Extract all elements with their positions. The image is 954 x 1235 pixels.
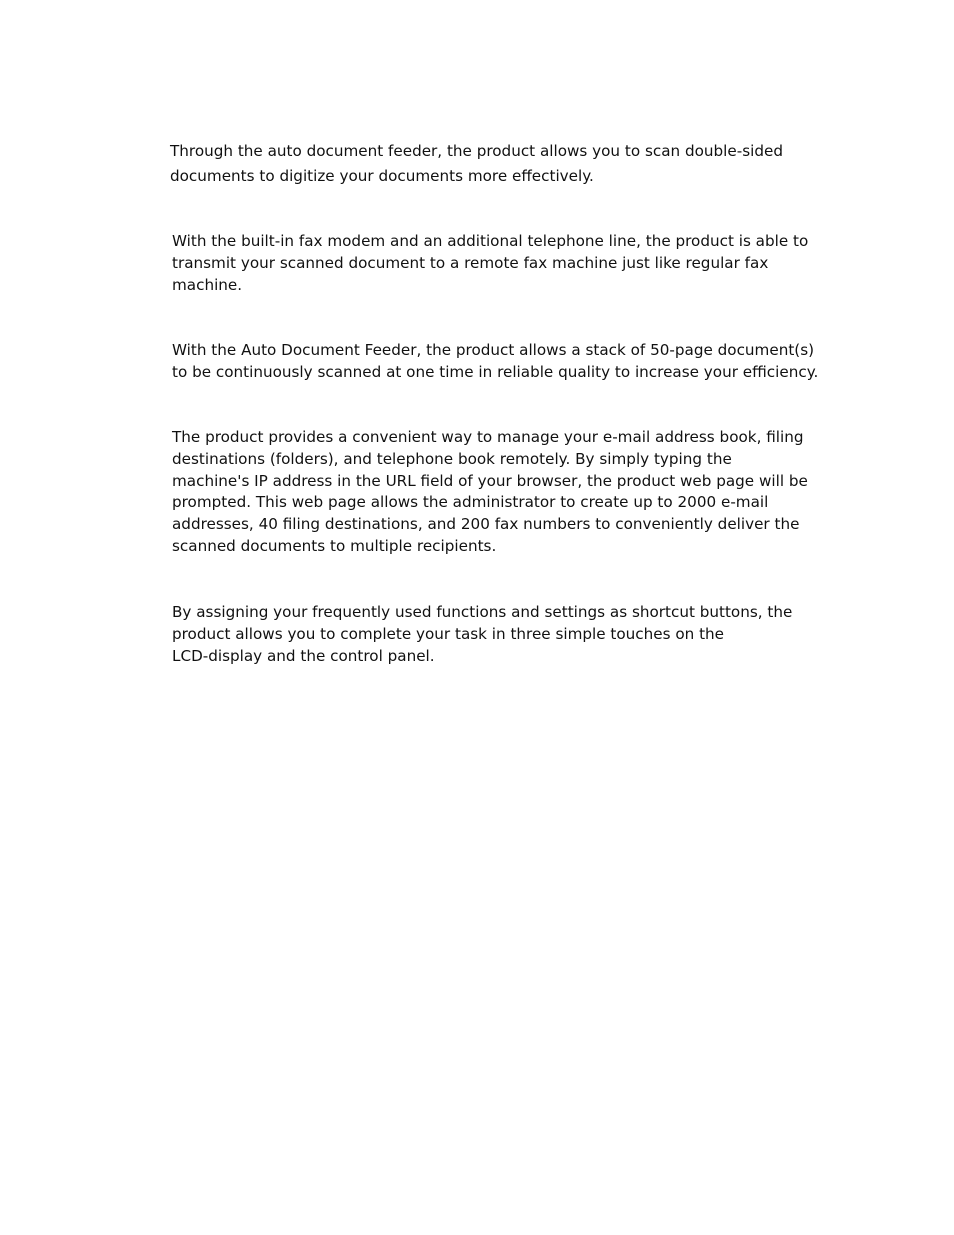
paragraph-line: Through the auto document feeder, the product allows you to scan double-sided — [170, 142, 783, 160]
paragraph-line: addresses, 40 filing destinations, and 200 fax numbers to conveniently deliver the — [172, 515, 800, 534]
paragraph-duplex-scanning — [170, 139, 783, 189]
paragraph-line: product allows you to complete your task in three simple touches on the — [172, 624, 725, 643]
paragraph-line: prompted. This web page allows the administrator to create up to 2000 e-mail — [172, 493, 769, 512]
paragraph-auto-document-feeder — [172, 340, 818, 384]
paragraph-line: scanned documents to multiple recipients. — [172, 536, 497, 555]
paragraph-line: to be continuously scanned at one time in reliable quality to increase your efficiency. — [172, 362, 819, 381]
paragraph-line: machine's IP address in the URL field of your browser, the product web page will be — [172, 471, 808, 490]
paragraph-line: machine. — [172, 275, 243, 294]
paragraph-shortcut-buttons — [172, 602, 792, 667]
paragraph-line: With the Auto Document Feeder, the product allows a stack of 50-page document(s) — [172, 341, 815, 359]
paragraph-remote-address-book — [172, 427, 808, 558]
paragraph-line: transmit your scanned document to a remote fax machine just like regular fax — [172, 253, 769, 272]
paragraph-line: destinations (folders), and telephone book remotely. By simply typing the — [172, 449, 732, 468]
paragraph-line: With the built-in fax modem and an additional telephone line, the product is able to — [172, 232, 809, 250]
paragraph-line: documents to digitize your documents more effectively. — [170, 167, 594, 185]
paragraph-fax-modem — [172, 231, 808, 296]
paragraph-line: LCD-display and the control panel. — [172, 646, 435, 665]
paragraph-line: By assigning your frequently used functions and settings as shortcut buttons, the — [172, 603, 793, 621]
paragraph-line: The product provides a convenient way to manage your e-mail address book, filing — [172, 428, 804, 446]
